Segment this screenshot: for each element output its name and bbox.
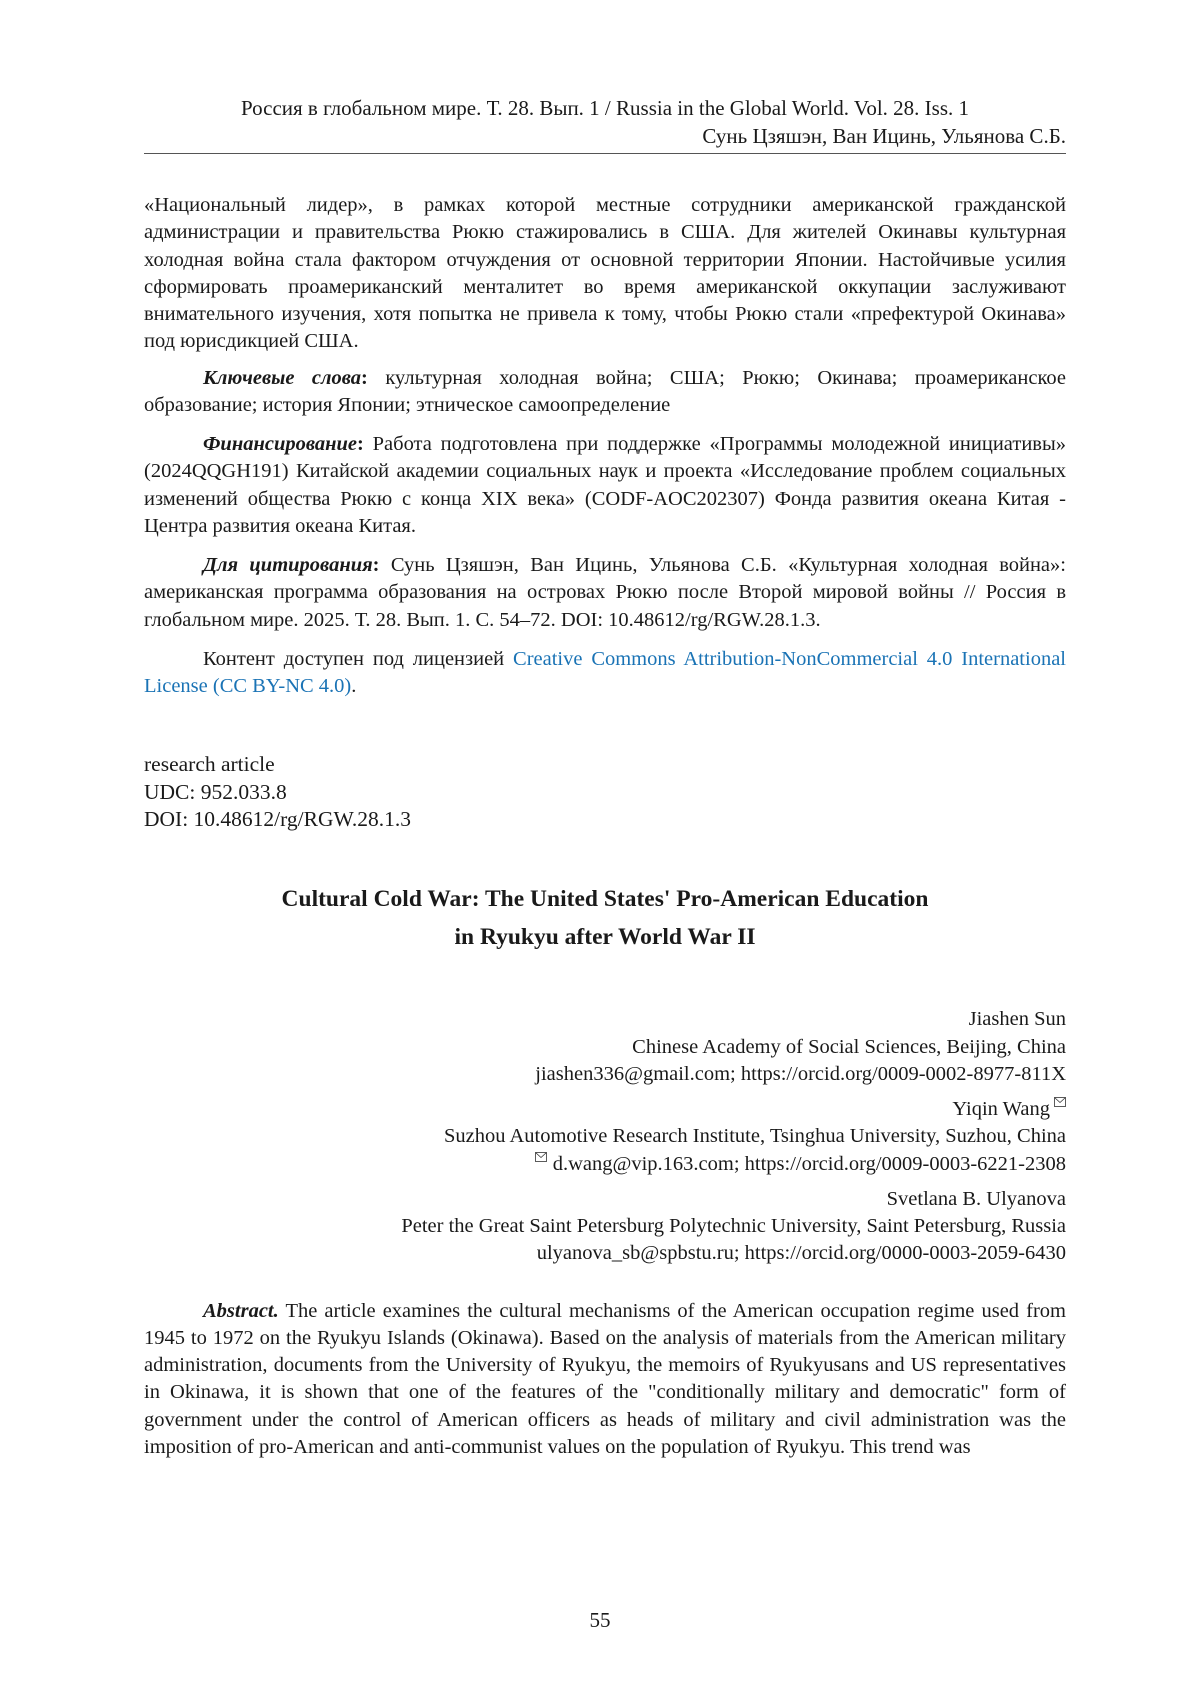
keywords-paragraph xyxy=(144,365,1066,420)
udc: UDC: 952.033.8 xyxy=(144,779,287,804)
funding-colon: : xyxy=(357,433,364,455)
article-meta xyxy=(144,751,1066,833)
citation-text: Сунь Цзяшэн, Ван Ицинь, Ульянова С.Б. «Культурная холодная война»: американская программа образования на островах Рюкю после Второй мировой войны // Россия в глобальном мире. 2025. Т. 28. Вып. 1. С. 54–72. DOI: 10.48612/rg/RGW.28.1.3. xyxy=(144,554,1066,631)
keywords-colon: : xyxy=(361,366,368,389)
author-affiliation: Chinese Academy of Social Sciences, Beijing, China xyxy=(632,1035,1066,1058)
author-block xyxy=(144,1186,1066,1268)
license-paragraph xyxy=(144,646,1066,701)
envelope-icon xyxy=(535,1152,547,1162)
abstract-text: The article examines the cultural mechanisms of the American occupation regime used from 1945 to 1972 on the Ryukyu Islands (Okinawa). Based on the analysis of materials from the American military administration, documents from the University of Ryukyu, the memoirs of Ryukyusans and US representatives in Okinawa, it is shown that one of the features of the "conditionally military and democratic" form of government under the control of American officers as heads of military and civil administration was the imposition of pro-American and anti-communist values on the population of Ryukyu. This trend was xyxy=(144,1299,1066,1458)
citation-paragraph xyxy=(144,552,1066,634)
citation-colon: : xyxy=(372,554,380,576)
author-block xyxy=(144,1006,1066,1088)
author-block xyxy=(144,1096,1066,1178)
keywords-label: Ключевые слова xyxy=(203,366,362,389)
license-link[interactable]: Creative Commons Attribution-NonCommercial 4.0 International License (CC BY-NC 4.0) xyxy=(144,647,1066,697)
title-line-2: in Ryukyu after World War II xyxy=(454,923,756,950)
author-contact[interactable]: jiashen336@gmail.com; https://orcid.org/0009-0002-8977-811X xyxy=(535,1062,1066,1085)
author-contact[interactable]: d.wang@vip.163.com; https://orcid.org/0009-0003-6221-2308 xyxy=(552,1152,1066,1175)
page-number: 55 xyxy=(589,1608,611,1632)
abstract-label: Abstract. xyxy=(203,1299,279,1322)
author-affiliation: Suzhou Automotive Research Institute, Tsinghua University, Suzhou, China xyxy=(443,1125,1066,1148)
citation-label: Для цитирования xyxy=(203,554,373,576)
ru-abstract-tail: «Национальный лидер», в рамках которой местные сотрудники американской гражданской администрации и правительства Рюкю стажировались в США. Для жителей Окинавы культурная холодная война стала фактором отчуждения от основной территории Японии. Настойчивые усилия сформировать проамериканский менталитет во время американской оккупации заслуживают внимательного изучения, хотя попытка не привела к тому, чтобы Рюкю стали «префектурой Окинава» под юрисдикцией США. xyxy=(144,194,1066,353)
header-authors: Сунь Цзяшэн, Ван Ицинь, Ульянова С.Б. xyxy=(702,123,1066,148)
author-affiliation: Peter the Great Saint Petersburg Polytechnic University, Saint Petersburg, Russia xyxy=(401,1215,1066,1238)
running-header xyxy=(144,95,1066,151)
title-line-1: Cultural Cold War: The United States' Pro-American Education xyxy=(281,886,929,913)
funding-text: Работа подготовлена при поддержке «Программы молодежной инициативы» (2024QQGH191) Китайской академии социальных наук и проекта «Исследование проблем социальных изменений общества Рюкю с конца XIX века» (CODF-AOC202307) Фонда развития океана Китая - Центра развития океана Китая. xyxy=(144,433,1066,537)
funding-paragraph xyxy=(144,431,1066,540)
funding-label: Финансирование xyxy=(203,433,357,455)
doi: DOI: 10.48612/rg/RGW.28.1.3 xyxy=(144,806,411,831)
author-name-row xyxy=(144,1096,1066,1123)
keywords-text: культурная холодная война; США; Рюкю; Окинава; проамериканское образование; история Японии; этническое самоопределение xyxy=(144,366,1066,416)
header-divider xyxy=(144,153,1066,154)
journal-line: Россия в глобальном мире. Т. 28. Вып. 1 / Russia in the Global World. Vol. 28. Iss. 1 xyxy=(240,96,970,120)
authors-list xyxy=(144,1006,1066,1267)
author-name: Jiashen Sun xyxy=(968,1008,1066,1031)
license-suffix: . xyxy=(351,675,357,697)
author-contact[interactable]: ulyanova_sb@spbstu.ru; https://orcid.org/0000-0003-2059-6430 xyxy=(536,1242,1066,1265)
license-prefix: Контент доступен под лицензией xyxy=(203,647,514,670)
envelope-icon xyxy=(1054,1097,1066,1107)
article-type: research article xyxy=(144,752,275,777)
page-content xyxy=(144,192,1066,1461)
author-name: Svetlana B. Ulyanova xyxy=(886,1187,1066,1210)
author-contact-row xyxy=(144,1151,1066,1178)
author-name: Yiqin Wang xyxy=(952,1098,1050,1121)
article-title xyxy=(144,881,1066,956)
abstract-paragraph xyxy=(144,1298,1066,1462)
